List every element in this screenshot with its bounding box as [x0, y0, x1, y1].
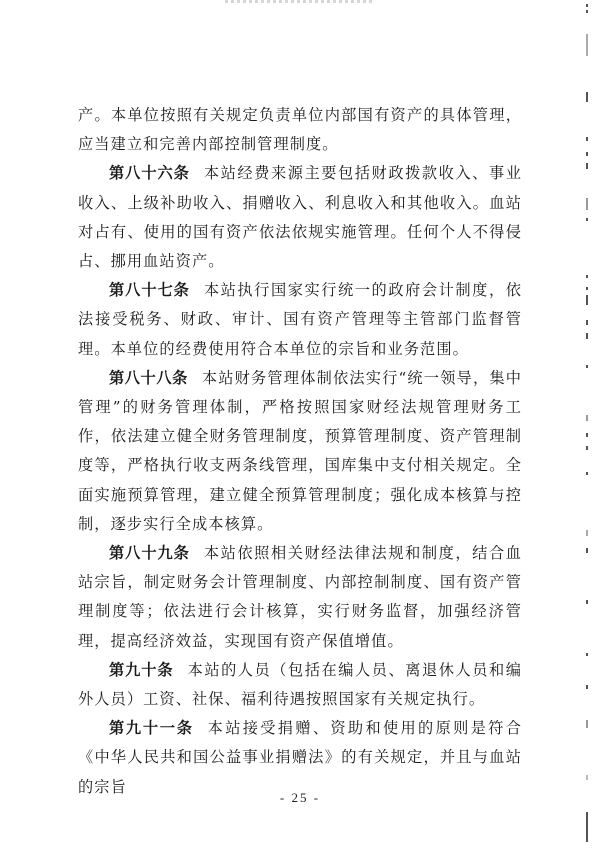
edge-mark — [586, 275, 588, 278]
article-number: 第九十一条 — [109, 719, 194, 738]
edge-mark — [586, 137, 588, 141]
edge-mark — [586, 10, 588, 13]
edge-mark — [586, 295, 588, 305]
paragraph-text: 本站财务管理体制依法实行“统一领导，集中管理”的财务管理体制，严格按照国家财经法规管理财务工作，依法建立健全财务管理制度，预算管理制度、资产管理制度等，严格执行收支两条线管理，国库集中支付相关规定。全面实施预算管理，建立健全预算管理制度；强化成本核算与控制，逐步实行全成本核算。 — [78, 368, 523, 533]
article-89 — [78, 539, 522, 656]
edge-mark — [586, 333, 588, 339]
edge-mark — [586, 152, 588, 156]
scan-edge-marks — [586, 0, 590, 850]
edge-mark — [586, 198, 588, 210]
article-number: 第八十九条 — [109, 544, 190, 563]
article-number: 第九十条 — [109, 660, 174, 679]
edge-mark — [586, 812, 588, 842]
edge-mark — [586, 600, 588, 604]
paragraph-text: 本站的人员（包括在编人员、离退休人员和编外人员）工资、社保、福利待遇按照国家有关规定执行。 — [78, 660, 523, 709]
edge-mark — [586, 472, 588, 475]
article-number: 第八十七条 — [109, 281, 190, 300]
page-number: - 25 - — [279, 790, 321, 805]
edge-mark — [586, 653, 588, 656]
edge-mark — [586, 287, 588, 290]
article-number: 第八十八条 — [109, 368, 188, 387]
edge-mark — [586, 365, 588, 368]
paragraph-text: 本站接受捐赠、资助和使用的原则是符合《中华人民共和国公益事业捐赠法》的有关规定，并且与血站的宗旨 — [78, 719, 523, 796]
document-body — [78, 101, 522, 802]
article-86 — [78, 159, 522, 276]
edge-mark — [586, 320, 588, 325]
paragraph-text: 产。本单位按照有关规定负责单位内部国有资产的具体管理，应当建立和完善内部控制管理制度。 — [78, 106, 522, 154]
edge-mark — [586, 415, 588, 421]
edge-mark — [586, 433, 588, 437]
edge-mark — [586, 775, 588, 780]
article-87 — [78, 276, 522, 364]
edge-mark — [586, 218, 588, 221]
edge-mark — [586, 720, 588, 728]
article-90 — [78, 656, 522, 714]
edge-mark — [586, 34, 588, 56]
edge-mark — [586, 530, 588, 536]
article-88 — [78, 364, 522, 539]
edge-mark — [586, 548, 588, 553]
article-number: 第八十六条 — [109, 164, 190, 183]
header-scan-bleed — [225, 0, 375, 3]
edge-mark — [586, 4, 588, 7]
paragraph-continuation — [78, 101, 522, 159]
paragraph-text: 本站依照相关财经法律法规和制度，结合血站宗旨，制定财务会计管理制度、内部控制制度、国有资产管理制度等；依法进行会计核算，实行财务监督，加强经济管理，提高经济效益，实现国有资产保值增值。 — [78, 544, 523, 650]
article-91 — [78, 714, 522, 802]
edge-mark — [586, 685, 588, 689]
edge-mark — [586, 446, 588, 450]
edge-mark — [586, 163, 588, 169]
paragraph-text: 本站执行国家实行统一的政府会计制度，依法接受税务、财政、审计、国有资产管理等主管部门监督管理。本单位的经费使用符合本单位的宗旨和业务范围。 — [78, 281, 523, 358]
paragraph-text: 本站经费来源主要包括财政拨款收入、事业收入、上级补助收入、捐赠收入、利息收入和其他收入。血站对占有、使用的国有资产依法依规实施管理。任何个人不得侵占、挪用血站资产。 — [78, 164, 523, 271]
edge-mark — [586, 92, 588, 102]
